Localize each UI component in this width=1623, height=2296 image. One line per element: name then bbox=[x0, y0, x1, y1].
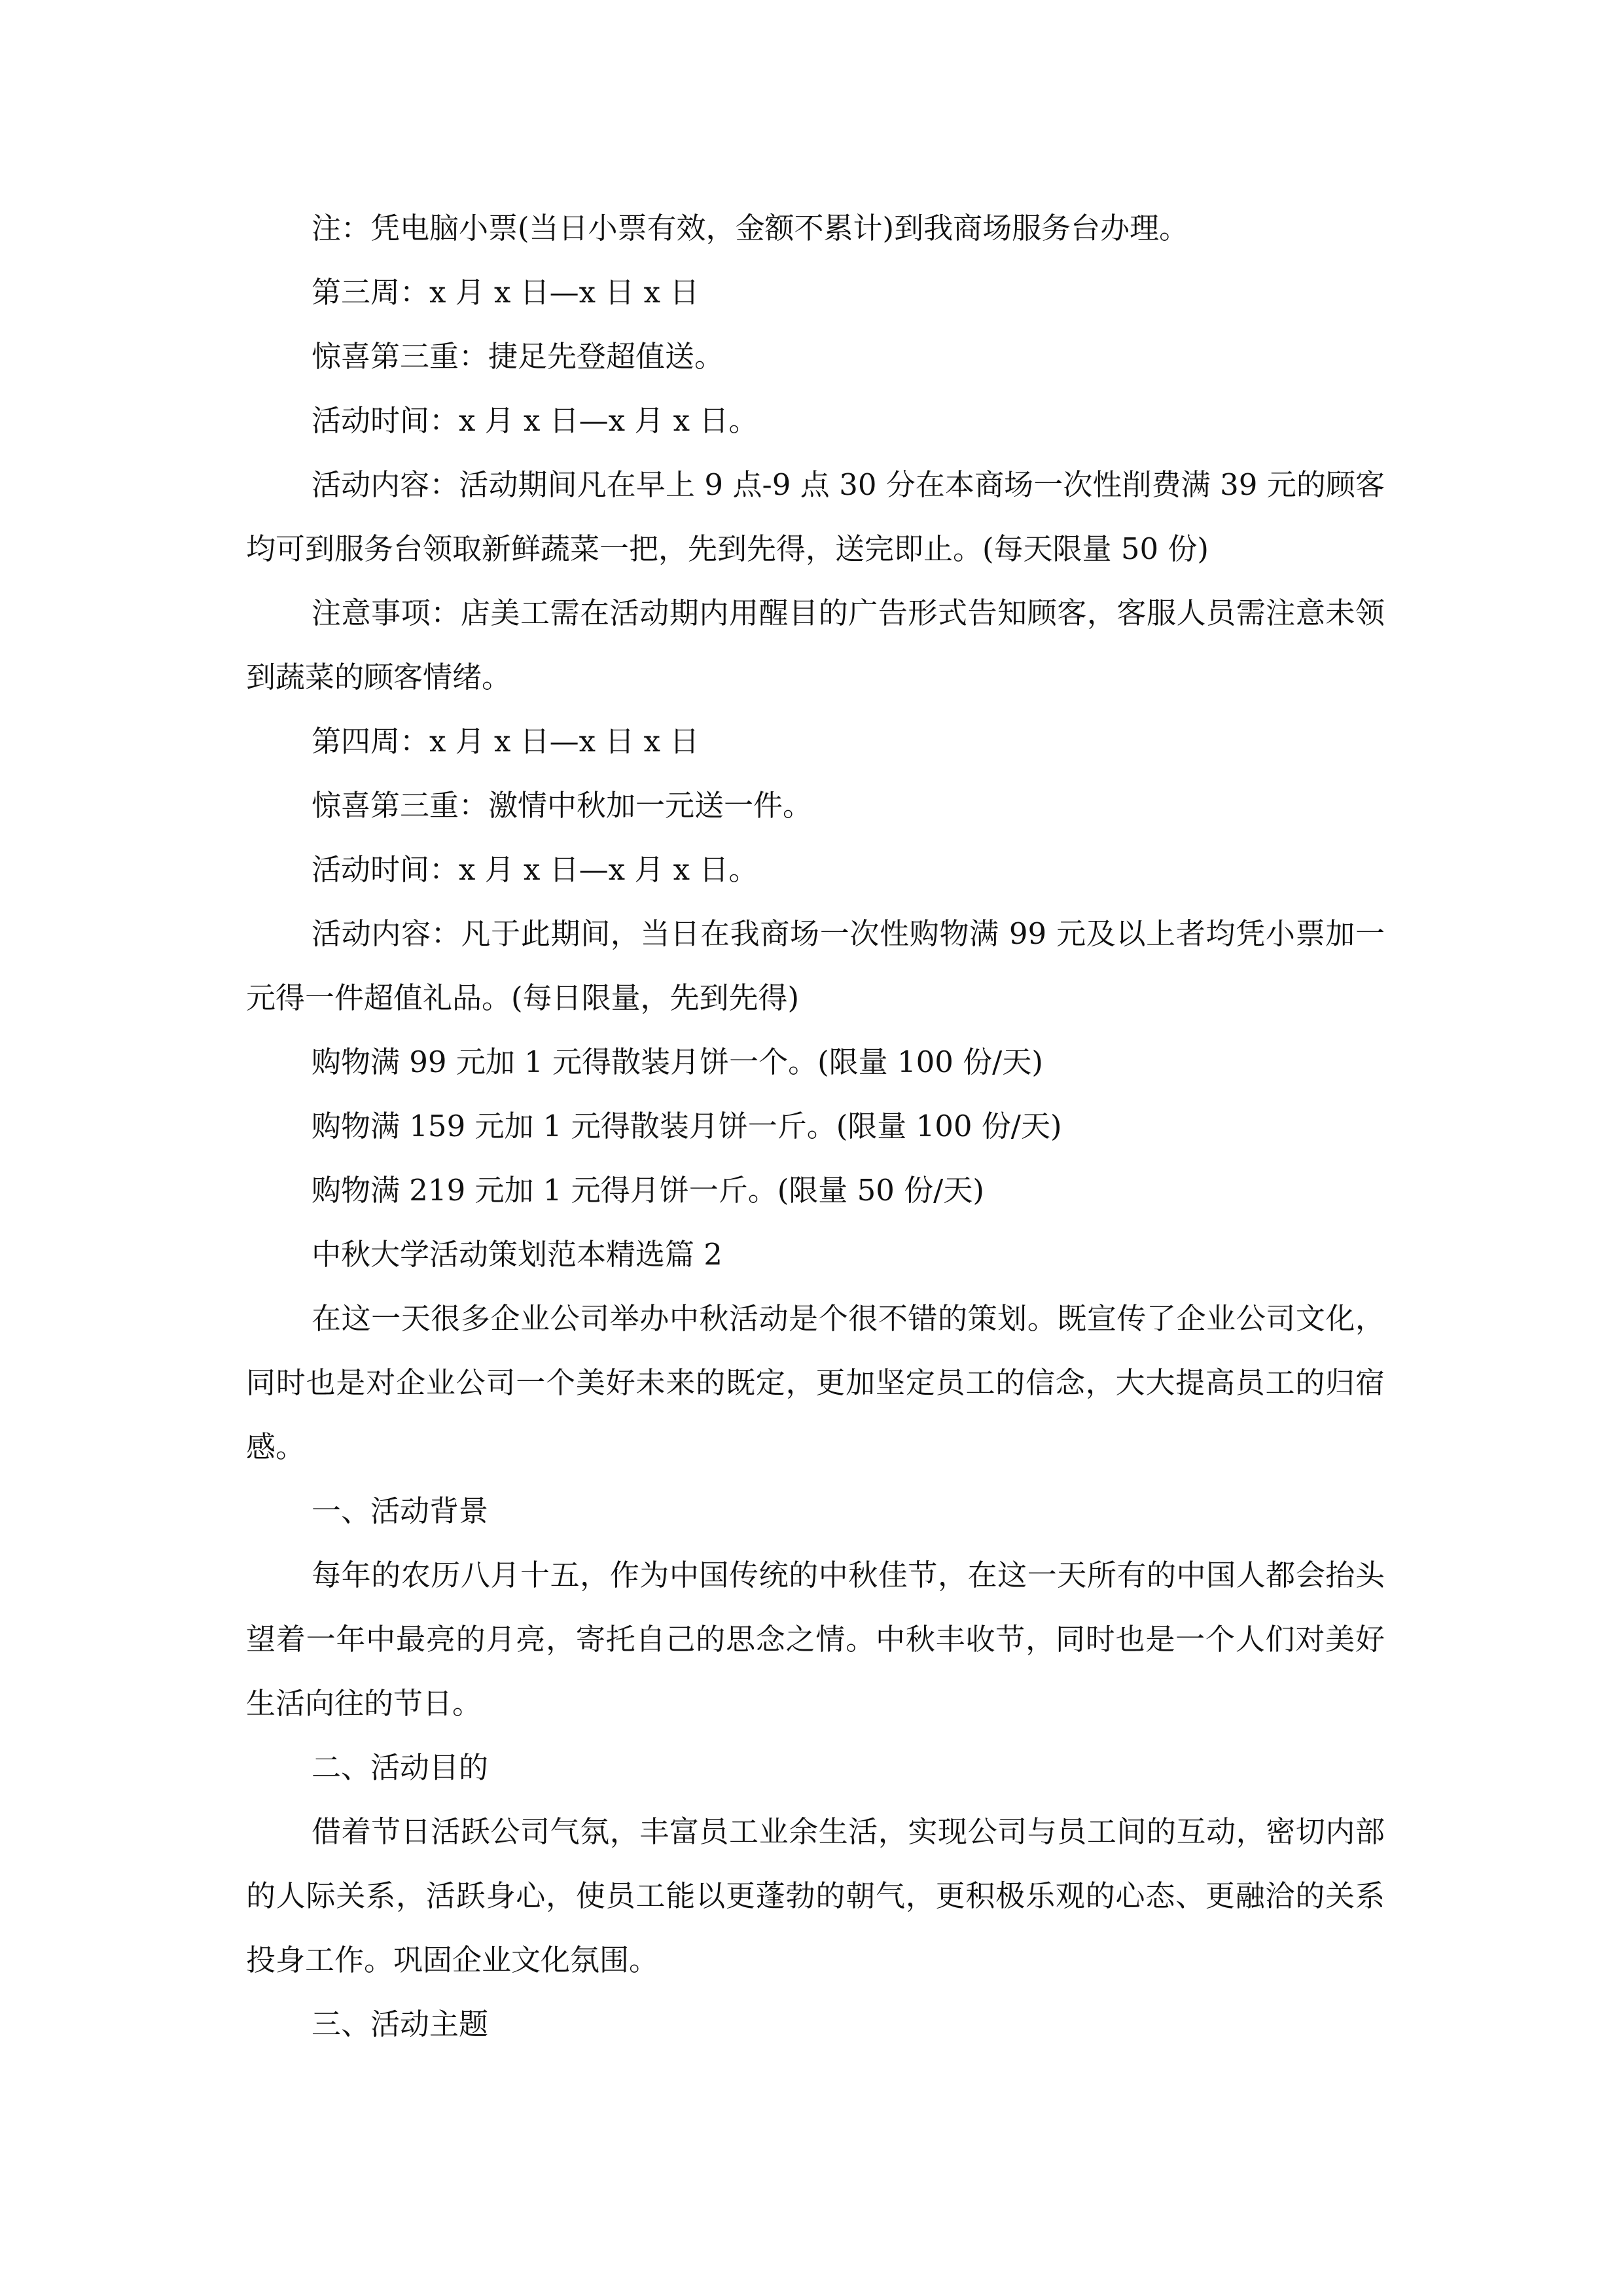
section-title: 中秋大学活动策划范本精选篇 2 bbox=[312, 1237, 722, 1272]
week-four-heading: 第四周：x 月 x 日—x 日 x 日 bbox=[312, 724, 700, 759]
purpose-heading: 二、活动目的 bbox=[312, 1750, 489, 1785]
notice-paragraph: 注意事项：店美工需在活动期内用醒目的广告形式告知顾客，客服人员需注意未领到蔬菜的顾客情绪。 bbox=[246, 596, 1385, 694]
offer-line: 购物满 159 元加 1 元得散装月饼一斤。(限量 100 份/天) bbox=[312, 1109, 1062, 1143]
surprise-four-title: 惊喜第三重：激情中秋加一元送一件。 bbox=[312, 788, 813, 823]
background-heading: 一、活动背景 bbox=[312, 1494, 489, 1528]
note-paragraph: 注：凭电脑小票(当日小票有效，金额不累计)到我商场服务台办理。 bbox=[312, 211, 1189, 245]
activity-content-paragraph: 活动内容：活动期间凡在早上 9 点-9 点 30 分在本商场一次性削费满 39 元的顾客均可到服务台领取新鲜蔬菜一把，先到先得，送完即止。(每天限量 50 份) bbox=[246, 467, 1385, 566]
offer-line: 购物满 99 元加 1 元得散装月饼一个。(限量 100 份/天) bbox=[312, 1045, 1043, 1079]
activity-time-paragraph: 活动时间：x 月 x 日—x 月 x 日。 bbox=[312, 403, 758, 438]
intro-paragraph: 在这一天很多企业公司举办中秋活动是个很不错的策划。既宣传了企业公司文化，同时也是对企业公司一个美好未来的既定，更加坚定员工的信念，大大提高员工的归宿感。 bbox=[246, 1301, 1385, 1464]
purpose-paragraph: 借着节日活跃公司气氛，丰富员工业余生活，实现公司与员工间的互动，密切内部的人际关系，活跃身心，使员工能以更蓬勃的朝气，更积极乐观的心态、更融洽的关系投身工作。巩固企业文化氛围。 bbox=[246, 1814, 1385, 1977]
background-paragraph: 每年的农历八月十五，作为中国传统的中秋佳节，在这一天所有的中国人都会抬头望着一年中最亮的月亮，寄托自己的思念之情。中秋丰收节，同时也是一个人们对美好生活向往的节日。 bbox=[246, 1558, 1385, 1721]
document-body bbox=[246, 196, 1385, 2056]
week-three-heading: 第三周：x 月 x 日—x 日 x 日 bbox=[312, 275, 700, 310]
activity-time-paragraph: 活动时间：x 月 x 日—x 月 x 日。 bbox=[312, 852, 758, 887]
theme-heading: 三、活动主题 bbox=[312, 2007, 489, 2041]
activity-content-paragraph: 活动内容：凡于此期间，当日在我商场一次性购物满 99 元及以上者均凭小票加一元得一件超值礼品。(每日限量，先到先得) bbox=[246, 916, 1385, 1015]
surprise-three-title: 惊喜第三重：捷足先登超值送。 bbox=[312, 339, 724, 374]
offer-line: 购物满 219 元加 1 元得月饼一斤。(限量 50 份/天) bbox=[312, 1173, 984, 1208]
